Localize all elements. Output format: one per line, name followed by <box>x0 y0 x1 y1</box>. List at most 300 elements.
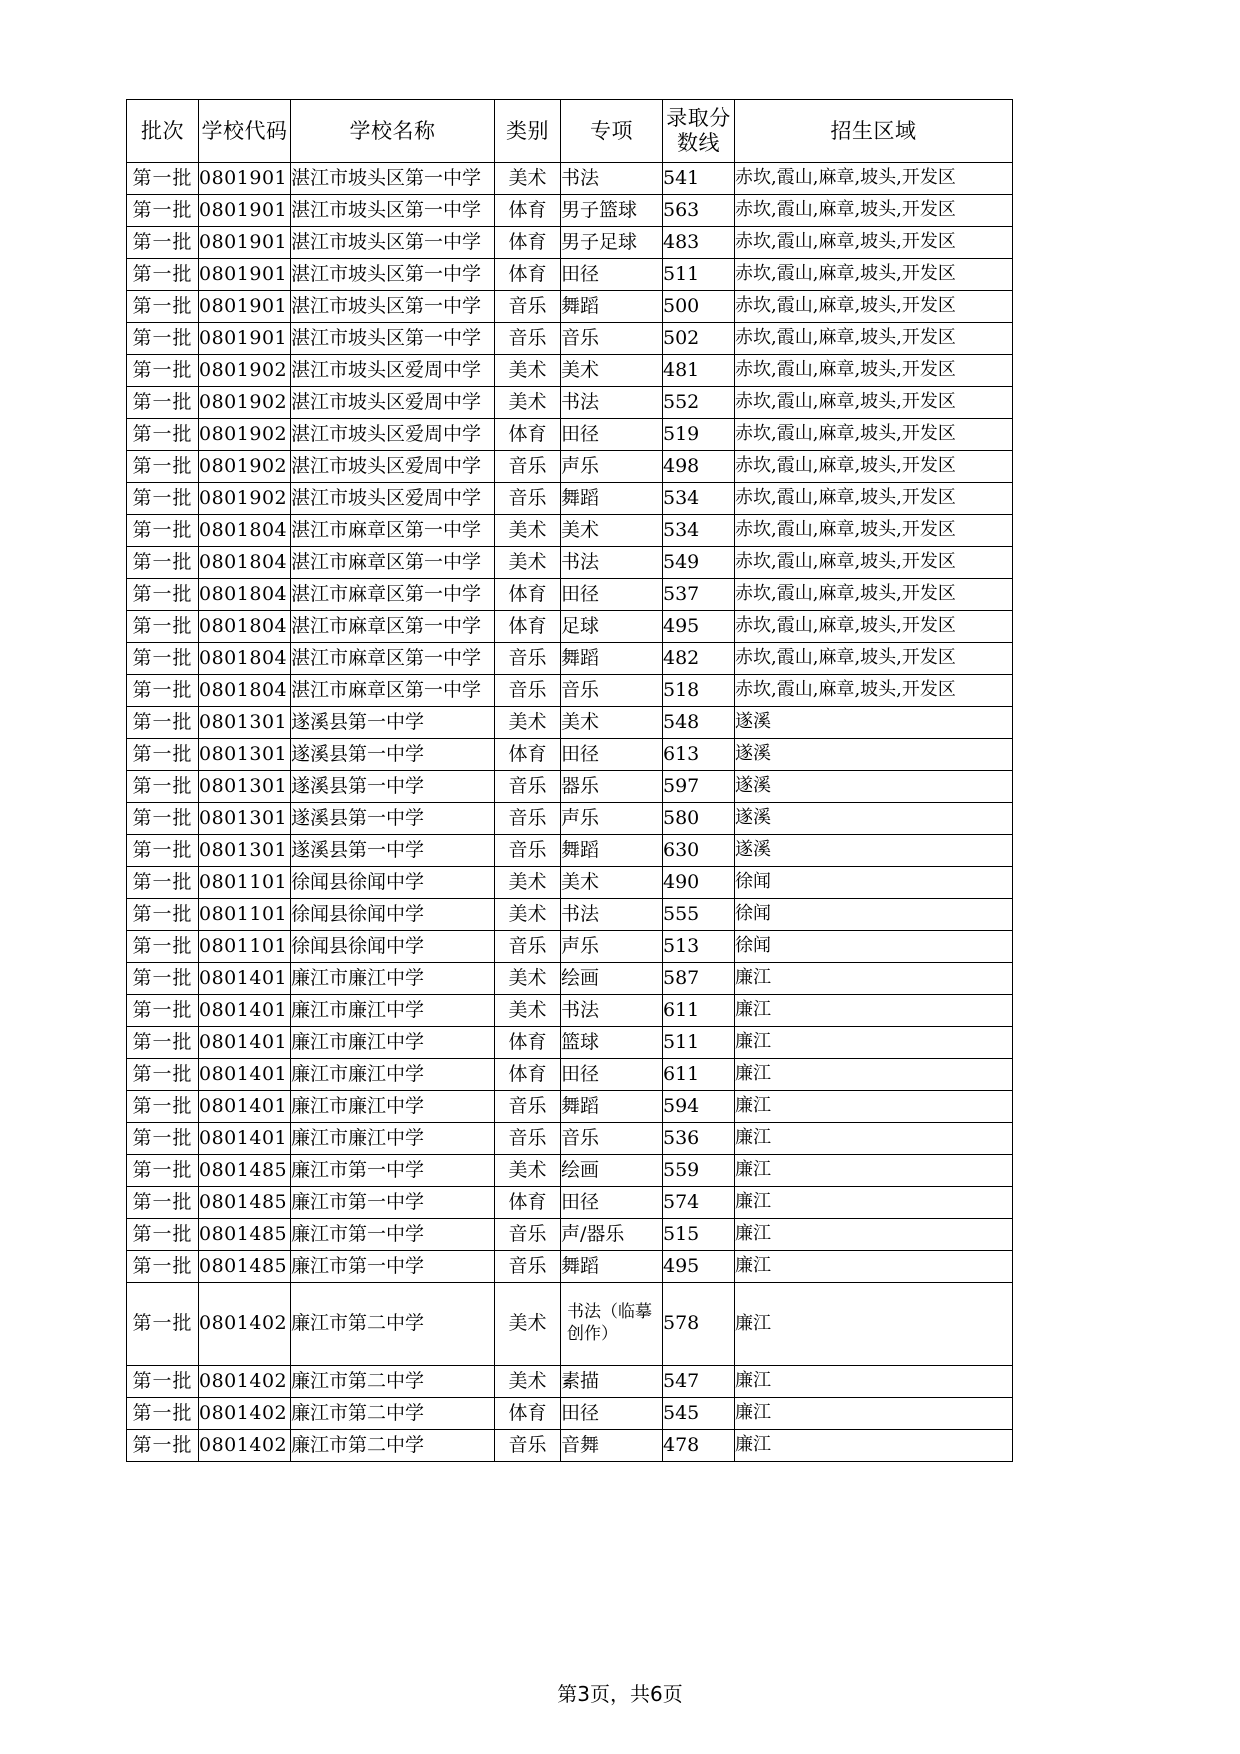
table-body <box>127 163 1013 1462</box>
cell-batch: 第一批 <box>127 643 199 675</box>
cell-specialty: 音乐 <box>561 675 663 707</box>
cell-region: 廉江 <box>735 1251 1013 1283</box>
cell-batch: 第一批 <box>127 1251 199 1283</box>
cell-score-line: 515 <box>663 1219 735 1251</box>
cell-batch: 第一批 <box>127 515 199 547</box>
cell-region: 遂溪 <box>735 739 1013 771</box>
cell-batch: 第一批 <box>127 803 199 835</box>
cell-school-code: 0801485 <box>199 1251 291 1283</box>
cell-region: 赤坎,霞山,麻章,坡头,开发区 <box>735 483 1013 515</box>
cell-school-name: 湛江市麻章区第一中学 <box>291 675 495 707</box>
cell-specialty: 足球 <box>561 611 663 643</box>
cell-batch: 第一批 <box>127 1123 199 1155</box>
cell-batch: 第一批 <box>127 1059 199 1091</box>
cell-school-code: 0801804 <box>199 515 291 547</box>
cell-school-name: 湛江市坡头区第一中学 <box>291 195 495 227</box>
table-row <box>127 611 1013 643</box>
table-row <box>127 483 1013 515</box>
cell-school-code: 0801902 <box>199 451 291 483</box>
cell-category: 音乐 <box>495 835 561 867</box>
cell-specialty: 田径 <box>561 1398 663 1430</box>
cell-school-name: 廉江市廉江中学 <box>291 1059 495 1091</box>
table-row <box>127 291 1013 323</box>
cell-category: 体育 <box>495 739 561 771</box>
cell-score-line: 594 <box>663 1091 735 1123</box>
cell-batch: 第一批 <box>127 707 199 739</box>
cell-school-name: 廉江市第二中学 <box>291 1430 495 1462</box>
cell-school-name: 湛江市坡头区爱周中学 <box>291 483 495 515</box>
cell-region: 赤坎,霞山,麻章,坡头,开发区 <box>735 291 1013 323</box>
header-label-score-line-2: 数线 <box>677 131 720 155</box>
header-label-region: 招生区域 <box>830 118 917 143</box>
cell-region: 廉江 <box>735 1059 1013 1091</box>
cell-school-code: 0801401 <box>199 1059 291 1091</box>
cell-category: 体育 <box>495 227 561 259</box>
cell-category: 美术 <box>495 707 561 739</box>
cell-batch: 第一批 <box>127 451 199 483</box>
cell-specialty: 美术 <box>561 867 663 899</box>
cell-batch: 第一批 <box>127 1187 199 1219</box>
cell-specialty: 田径 <box>561 579 663 611</box>
cell-school-name: 廉江市廉江中学 <box>291 1123 495 1155</box>
table-row <box>127 963 1013 995</box>
cell-specialty: 书法 <box>561 387 663 419</box>
table-row <box>127 1251 1013 1283</box>
header-label-school-code: 学校代码 <box>201 118 288 143</box>
table-row <box>127 163 1013 195</box>
table-row <box>127 1059 1013 1091</box>
cell-specialty: 声乐 <box>561 931 663 963</box>
cell-school-code: 0801902 <box>199 355 291 387</box>
cell-batch: 第一批 <box>127 291 199 323</box>
cell-school-name: 徐闻县徐闻中学 <box>291 899 495 931</box>
cell-specialty: 音乐 <box>561 1123 663 1155</box>
cell-batch: 第一批 <box>127 387 199 419</box>
cell-category: 音乐 <box>495 1219 561 1251</box>
cell-batch: 第一批 <box>127 259 199 291</box>
cell-batch: 第一批 <box>127 611 199 643</box>
cell-batch: 第一批 <box>127 323 199 355</box>
cell-school-name: 湛江市坡头区爱周中学 <box>291 355 495 387</box>
cell-category: 音乐 <box>495 291 561 323</box>
cell-region: 廉江 <box>735 1187 1013 1219</box>
table-row <box>127 1283 1013 1366</box>
cell-category: 体育 <box>495 195 561 227</box>
cell-region: 赤坎,霞山,麻章,坡头,开发区 <box>735 419 1013 451</box>
header-label-school-name: 学校名称 <box>349 118 436 143</box>
cell-school-name: 遂溪县第一中学 <box>291 771 495 803</box>
cell-batch: 第一批 <box>127 1027 199 1059</box>
cell-region: 赤坎,霞山,麻章,坡头,开发区 <box>735 259 1013 291</box>
cell-school-code: 0801301 <box>199 771 291 803</box>
cell-score-line: 563 <box>663 195 735 227</box>
table-row <box>127 1091 1013 1123</box>
table-row <box>127 1187 1013 1219</box>
cell-category: 音乐 <box>495 1430 561 1462</box>
cell-school-name: 湛江市麻章区第一中学 <box>291 579 495 611</box>
cell-region: 赤坎,霞山,麻章,坡头,开发区 <box>735 675 1013 707</box>
table-row <box>127 835 1013 867</box>
cell-region: 廉江 <box>735 1155 1013 1187</box>
cell-score-line: 545 <box>663 1398 735 1430</box>
column-header-school-code <box>199 100 291 163</box>
column-header-region <box>735 100 1013 163</box>
header-label-score-line-1: 录取分 <box>666 106 731 131</box>
cell-score-line: 552 <box>663 387 735 419</box>
cell-category: 美术 <box>495 963 561 995</box>
cell-region: 赤坎,霞山,麻章,坡头,开发区 <box>735 643 1013 675</box>
cell-score-line: 536 <box>663 1123 735 1155</box>
cell-specialty: 书法（临摹创作） <box>561 1283 663 1366</box>
cell-region: 廉江 <box>735 1366 1013 1398</box>
table-row <box>127 643 1013 675</box>
cell-batch: 第一批 <box>127 483 199 515</box>
header-row <box>127 100 1013 163</box>
cell-school-code: 0801301 <box>199 835 291 867</box>
table-row <box>127 1366 1013 1398</box>
cell-region: 遂溪 <box>735 771 1013 803</box>
cell-score-line: 578 <box>663 1283 735 1366</box>
cell-school-name: 徐闻县徐闻中学 <box>291 867 495 899</box>
cell-score-line: 482 <box>663 643 735 675</box>
cell-specialty: 舞蹈 <box>561 291 663 323</box>
cell-batch: 第一批 <box>127 867 199 899</box>
cell-score-line: 481 <box>663 355 735 387</box>
cell-school-name: 廉江市第二中学 <box>291 1283 495 1366</box>
cell-score-line: 502 <box>663 323 735 355</box>
cell-school-code: 0801804 <box>199 675 291 707</box>
cell-specialty: 美术 <box>561 707 663 739</box>
cell-batch: 第一批 <box>127 995 199 1027</box>
cell-batch: 第一批 <box>127 1091 199 1123</box>
cell-specialty: 舞蹈 <box>561 483 663 515</box>
cell-school-code: 0801804 <box>199 579 291 611</box>
cell-region: 赤坎,霞山,麻章,坡头,开发区 <box>735 227 1013 259</box>
cell-score-line: 555 <box>663 899 735 931</box>
cell-school-name: 廉江市第一中学 <box>291 1155 495 1187</box>
cell-school-name: 遂溪县第一中学 <box>291 835 495 867</box>
cell-school-code: 0801301 <box>199 739 291 771</box>
table-row <box>127 1398 1013 1430</box>
table-row <box>127 547 1013 579</box>
cell-category: 音乐 <box>495 675 561 707</box>
cell-specialty: 书法 <box>561 995 663 1027</box>
cell-school-code: 0801301 <box>199 803 291 835</box>
cell-school-code: 0801485 <box>199 1187 291 1219</box>
cell-score-line: 587 <box>663 963 735 995</box>
cell-region: 赤坎,霞山,麻章,坡头,开发区 <box>735 163 1013 195</box>
column-header-specialty <box>561 100 663 163</box>
cell-region: 廉江 <box>735 1123 1013 1155</box>
cell-school-code: 0801402 <box>199 1398 291 1430</box>
cell-school-name: 廉江市第一中学 <box>291 1219 495 1251</box>
cell-school-name: 廉江市第一中学 <box>291 1187 495 1219</box>
cell-score-line: 597 <box>663 771 735 803</box>
cell-batch: 第一批 <box>127 771 199 803</box>
cell-category: 美术 <box>495 899 561 931</box>
table-row <box>127 1027 1013 1059</box>
cell-school-code: 0801901 <box>199 227 291 259</box>
cell-school-name: 湛江市坡头区第一中学 <box>291 227 495 259</box>
cell-region: 遂溪 <box>735 803 1013 835</box>
cell-score-line: 574 <box>663 1187 735 1219</box>
cell-category: 音乐 <box>495 771 561 803</box>
cell-specialty: 器乐 <box>561 771 663 803</box>
cell-category: 体育 <box>495 259 561 291</box>
cell-region: 遂溪 <box>735 707 1013 739</box>
table-row <box>127 1155 1013 1187</box>
cell-batch: 第一批 <box>127 963 199 995</box>
cell-school-name: 廉江市廉江中学 <box>291 1091 495 1123</box>
cell-school-code: 0801902 <box>199 483 291 515</box>
cell-category: 音乐 <box>495 1251 561 1283</box>
cell-school-name: 廉江市廉江中学 <box>291 1027 495 1059</box>
cell-specialty: 篮球 <box>561 1027 663 1059</box>
cell-score-line: 534 <box>663 483 735 515</box>
cell-score-line: 500 <box>663 291 735 323</box>
cell-category: 音乐 <box>495 803 561 835</box>
cell-category: 音乐 <box>495 451 561 483</box>
cell-batch: 第一批 <box>127 1283 199 1366</box>
cell-score-line: 495 <box>663 611 735 643</box>
cell-school-name: 徐闻县徐闻中学 <box>291 931 495 963</box>
cell-specialty: 书法 <box>561 547 663 579</box>
cell-specialty: 绘画 <box>561 1155 663 1187</box>
table-row <box>127 419 1013 451</box>
cell-batch: 第一批 <box>127 227 199 259</box>
cell-specialty: 男子足球 <box>561 227 663 259</box>
cell-school-code: 0801401 <box>199 963 291 995</box>
cell-score-line: 513 <box>663 931 735 963</box>
cell-batch: 第一批 <box>127 1366 199 1398</box>
cell-score-line: 630 <box>663 835 735 867</box>
cell-school-name: 廉江市第一中学 <box>291 1251 495 1283</box>
table-row <box>127 259 1013 291</box>
table-row <box>127 1219 1013 1251</box>
cell-category: 美术 <box>495 1283 561 1366</box>
cell-score-line: 549 <box>663 547 735 579</box>
cell-batch: 第一批 <box>127 835 199 867</box>
cell-specialty: 声乐 <box>561 451 663 483</box>
cell-batch: 第一批 <box>127 1398 199 1430</box>
cell-score-line: 511 <box>663 259 735 291</box>
cell-school-code: 0801402 <box>199 1430 291 1462</box>
cell-region: 廉江 <box>735 963 1013 995</box>
cell-specialty: 音舞 <box>561 1430 663 1462</box>
cell-school-name: 遂溪县第一中学 <box>291 803 495 835</box>
cell-school-name: 湛江市麻章区第一中学 <box>291 611 495 643</box>
cell-region: 赤坎,霞山,麻章,坡头,开发区 <box>735 195 1013 227</box>
cell-region: 廉江 <box>735 1091 1013 1123</box>
cell-school-name: 廉江市第二中学 <box>291 1398 495 1430</box>
cell-school-name: 遂溪县第一中学 <box>291 739 495 771</box>
cell-score-line: 580 <box>663 803 735 835</box>
cell-school-code: 0801901 <box>199 259 291 291</box>
cell-school-name: 遂溪县第一中学 <box>291 707 495 739</box>
cell-school-name: 湛江市坡头区第一中学 <box>291 163 495 195</box>
cell-category: 美术 <box>495 387 561 419</box>
page-footer: 第3页，共6页 <box>557 1682 683 1706</box>
admission-score-table <box>126 99 1013 1462</box>
cell-specialty: 书法 <box>561 899 663 931</box>
cell-category: 美术 <box>495 995 561 1027</box>
cell-specialty: 素描 <box>561 1366 663 1398</box>
cell-region: 遂溪 <box>735 835 1013 867</box>
cell-specialty: 舞蹈 <box>561 643 663 675</box>
cell-school-name: 湛江市坡头区第一中学 <box>291 291 495 323</box>
cell-score-line: 534 <box>663 515 735 547</box>
column-header-score-line <box>663 100 735 163</box>
cell-school-code: 0801401 <box>199 1091 291 1123</box>
cell-specialty: 田径 <box>561 259 663 291</box>
cell-score-line: 495 <box>663 1251 735 1283</box>
header-label-category: 类别 <box>506 118 549 143</box>
cell-region: 赤坎,霞山,麻章,坡头,开发区 <box>735 323 1013 355</box>
table-row <box>127 1430 1013 1462</box>
cell-region: 廉江 <box>735 1398 1013 1430</box>
table-row <box>127 867 1013 899</box>
cell-batch: 第一批 <box>127 355 199 387</box>
cell-region: 廉江 <box>735 1283 1013 1366</box>
cell-category: 体育 <box>495 1187 561 1219</box>
cell-specialty: 田径 <box>561 419 663 451</box>
cell-batch: 第一批 <box>127 163 199 195</box>
cell-school-name: 湛江市麻章区第一中学 <box>291 515 495 547</box>
cell-region: 赤坎,霞山,麻章,坡头,开发区 <box>735 611 1013 643</box>
cell-category: 音乐 <box>495 643 561 675</box>
table-row <box>127 195 1013 227</box>
table-row <box>127 355 1013 387</box>
cell-batch: 第一批 <box>127 547 199 579</box>
table-row <box>127 451 1013 483</box>
table-row <box>127 995 1013 1027</box>
column-header-category <box>495 100 561 163</box>
table-row <box>127 579 1013 611</box>
cell-category: 美术 <box>495 867 561 899</box>
cell-batch: 第一批 <box>127 195 199 227</box>
cell-batch: 第一批 <box>127 1155 199 1187</box>
cell-region: 赤坎,霞山,麻章,坡头,开发区 <box>735 355 1013 387</box>
cell-region: 赤坎,霞山,麻章,坡头,开发区 <box>735 387 1013 419</box>
cell-school-code: 0801901 <box>199 323 291 355</box>
cell-specialty: 舞蹈 <box>561 1091 663 1123</box>
cell-score-line: 478 <box>663 1430 735 1462</box>
cell-batch: 第一批 <box>127 675 199 707</box>
cell-specialty: 田径 <box>561 739 663 771</box>
cell-score-line: 611 <box>663 1059 735 1091</box>
cell-score-line: 547 <box>663 1366 735 1398</box>
column-header-school-name <box>291 100 495 163</box>
cell-specialty: 声乐 <box>561 803 663 835</box>
cell-region: 赤坎,霞山,麻章,坡头,开发区 <box>735 579 1013 611</box>
table-row <box>127 707 1013 739</box>
table-row <box>127 771 1013 803</box>
cell-category: 体育 <box>495 419 561 451</box>
cell-category: 音乐 <box>495 323 561 355</box>
cell-score-line: 519 <box>663 419 735 451</box>
cell-batch: 第一批 <box>127 931 199 963</box>
cell-specialty: 美术 <box>561 515 663 547</box>
cell-school-name: 廉江市第二中学 <box>291 1366 495 1398</box>
cell-school-code: 0801804 <box>199 547 291 579</box>
cell-category: 体育 <box>495 611 561 643</box>
cell-school-code: 0801401 <box>199 1123 291 1155</box>
cell-category: 体育 <box>495 579 561 611</box>
cell-specialty: 舞蹈 <box>561 835 663 867</box>
admission-table-container <box>126 99 1012 1462</box>
table-row <box>127 739 1013 771</box>
table-row <box>127 323 1013 355</box>
cell-school-name: 廉江市廉江中学 <box>291 963 495 995</box>
cell-school-code: 0801401 <box>199 995 291 1027</box>
cell-school-name: 湛江市坡头区爱周中学 <box>291 451 495 483</box>
cell-region: 徐闻 <box>735 899 1013 931</box>
header-label-batch: 批次 <box>141 118 184 143</box>
cell-school-name: 湛江市坡头区爱周中学 <box>291 419 495 451</box>
cell-score-line: 541 <box>663 163 735 195</box>
cell-category: 体育 <box>495 1027 561 1059</box>
cell-category: 美术 <box>495 163 561 195</box>
cell-school-code: 0801402 <box>199 1366 291 1398</box>
cell-category: 音乐 <box>495 1091 561 1123</box>
cell-score-line: 511 <box>663 1027 735 1059</box>
cell-school-code: 0801804 <box>199 643 291 675</box>
cell-school-name: 湛江市坡头区爱周中学 <box>291 387 495 419</box>
cell-score-line: 490 <box>663 867 735 899</box>
cell-school-name: 湛江市麻章区第一中学 <box>291 547 495 579</box>
cell-category: 美术 <box>495 355 561 387</box>
cell-batch: 第一批 <box>127 739 199 771</box>
cell-region: 廉江 <box>735 1027 1013 1059</box>
cell-specialty: 田径 <box>561 1187 663 1219</box>
cell-batch: 第一批 <box>127 1430 199 1462</box>
table-row <box>127 803 1013 835</box>
cell-region: 徐闻 <box>735 867 1013 899</box>
cell-school-code: 0801485 <box>199 1219 291 1251</box>
cell-school-code: 0801101 <box>199 931 291 963</box>
cell-batch: 第一批 <box>127 419 199 451</box>
cell-score-line: 548 <box>663 707 735 739</box>
cell-school-code: 0801101 <box>199 899 291 931</box>
cell-school-code: 0801402 <box>199 1283 291 1366</box>
cell-score-line: 537 <box>663 579 735 611</box>
cell-category: 体育 <box>495 1398 561 1430</box>
cell-batch: 第一批 <box>127 899 199 931</box>
cell-school-name: 廉江市廉江中学 <box>291 995 495 1027</box>
cell-score-line: 483 <box>663 227 735 259</box>
cell-specialty: 男子篮球 <box>561 195 663 227</box>
cell-category: 美术 <box>495 1366 561 1398</box>
cell-region: 赤坎,霞山,麻章,坡头,开发区 <box>735 451 1013 483</box>
cell-category: 美术 <box>495 515 561 547</box>
cell-school-code: 0801804 <box>199 611 291 643</box>
table-row <box>127 227 1013 259</box>
cell-category: 音乐 <box>495 1123 561 1155</box>
cell-specialty: 书法 <box>561 163 663 195</box>
cell-region: 徐闻 <box>735 931 1013 963</box>
cell-region: 廉江 <box>735 1430 1013 1462</box>
cell-score-line: 613 <box>663 739 735 771</box>
cell-specialty: 美术 <box>561 355 663 387</box>
cell-specialty: 舞蹈 <box>561 1251 663 1283</box>
cell-school-name: 湛江市麻章区第一中学 <box>291 643 495 675</box>
column-header-batch <box>127 100 199 163</box>
cell-school-name: 湛江市坡头区第一中学 <box>291 259 495 291</box>
cell-school-code: 0801101 <box>199 867 291 899</box>
cell-score-line: 559 <box>663 1155 735 1187</box>
table-row <box>127 931 1013 963</box>
cell-school-code: 0801901 <box>199 163 291 195</box>
